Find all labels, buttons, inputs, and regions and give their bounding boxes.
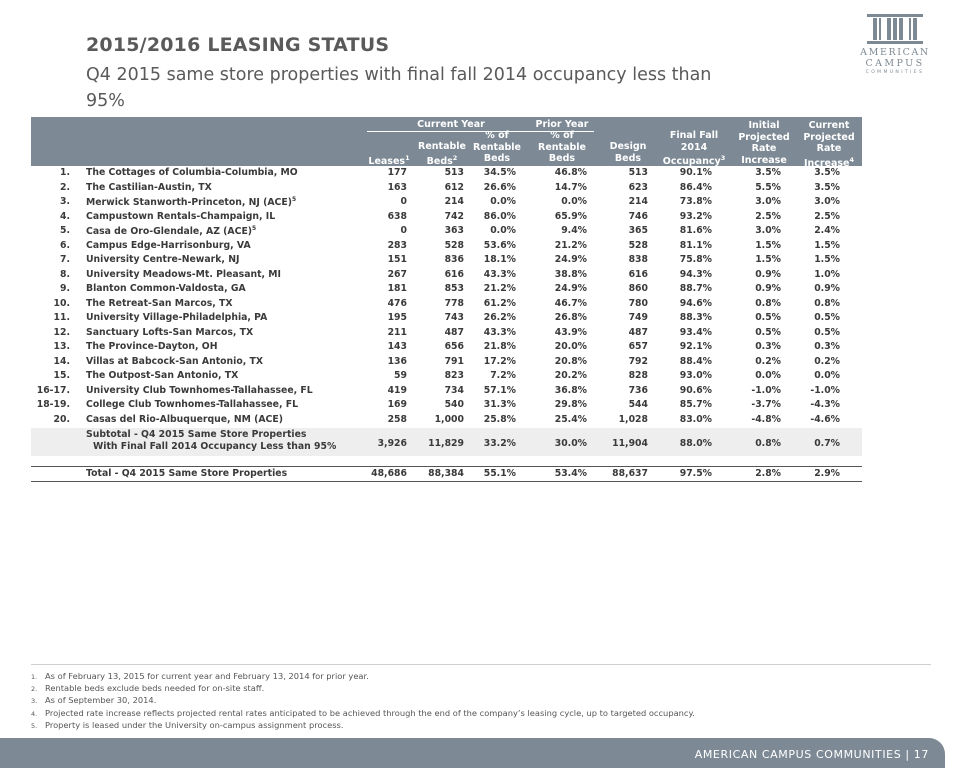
cell-rentable: 778	[444, 297, 464, 309]
cell-design: 860	[628, 283, 648, 294]
property-name: Campustown Rentals-Champaign, IL	[86, 210, 276, 222]
cell-design: 1,028	[618, 413, 648, 425]
row-number: 15.	[53, 370, 70, 381]
cell-occ: 81.6%	[679, 225, 712, 236]
cell-pct: 21.2%	[483, 283, 516, 294]
table-row	[31, 166, 862, 181]
subtotal-initial-rate: 0.8%	[755, 438, 781, 449]
page-subtitle: Q4 2015 same store properties with final fall 2014 occupancy less than 95%	[86, 65, 712, 111]
cell-pct: 53.6%	[483, 239, 516, 251]
logo-text-campus: CAMPUS	[865, 58, 925, 69]
cell-occ: 88.4%	[679, 355, 712, 367]
total-current-rate: 2.9%	[814, 468, 840, 479]
col-current-projected-rate: Current Projected Rate Increase$^4$	[803, 120, 855, 169]
cell-current: 1.0%	[814, 268, 840, 280]
col-rentable-beds: Rentable Beds$^2$	[418, 141, 466, 167]
cell-initial: 0.5%	[755, 326, 781, 338]
cell-rentable: 1,000	[434, 413, 464, 425]
footnote: 1. As of February 13, 2015 for current year and February 13, 2014 for prior year.	[31, 671, 369, 681]
cell-design: 746	[628, 210, 648, 222]
subtotal-leases: 3,926	[377, 438, 407, 449]
cell-current: 2.4%	[814, 225, 840, 236]
property-name: University Club Townhomes-Tallahassee, FL	[86, 384, 313, 396]
table-row	[31, 355, 862, 370]
cell-pct: 86.0%	[483, 210, 516, 222]
cell-current: 0.9%	[814, 283, 840, 294]
total-leases: 48,686	[371, 468, 407, 479]
subtotal-pct-rentable: 33.2%	[483, 438, 516, 449]
table-row	[31, 181, 862, 196]
row-number: 1.	[59, 167, 70, 178]
cell-current: 0.0%	[814, 370, 840, 381]
cell-prior: 46.7%	[554, 297, 587, 309]
cell-current: -4.6%	[810, 413, 840, 425]
cell-leases: 177	[387, 167, 407, 178]
cell-initial: 0.0%	[755, 370, 781, 381]
cell-design: 214	[628, 196, 648, 207]
logo-text-communities: COMMUNITIES	[865, 70, 925, 75]
property-name: Villas at Babcock-San Antonio, TX	[86, 355, 263, 367]
cell-leases: 476	[387, 297, 407, 309]
cell-occ: 90.6%	[679, 384, 712, 396]
cell-design: 528	[628, 239, 648, 251]
row-number: 5.	[59, 225, 70, 236]
property-name: The Province-Dayton, OH	[86, 341, 218, 352]
cell-current: 1.5%	[814, 254, 840, 265]
cell-prior: 21.2%	[554, 239, 587, 251]
cell-initial: 1.5%	[755, 254, 781, 265]
cell-occ: 73.8%	[679, 196, 712, 207]
cell-leases: 195	[387, 312, 407, 323]
cell-rentable: 487	[444, 326, 464, 338]
cell-prior: 46.8%	[554, 167, 587, 178]
cell-pct: 25.8%	[483, 413, 516, 425]
cell-current: 3.5%	[814, 181, 840, 193]
cell-pct: 43.3%	[483, 268, 516, 280]
cell-initial: 0.2%	[755, 355, 781, 367]
cell-leases: 181	[387, 283, 407, 294]
col-design-beds: Design Beds	[609, 141, 647, 164]
group-current-year: Current Year	[367, 119, 535, 132]
cell-rentable: 363	[444, 225, 464, 236]
cell-leases: 283	[387, 239, 407, 251]
leasing-status-table	[31, 117, 862, 482]
total-pct-rentable: 55.1%	[483, 468, 516, 479]
property-name: Casa de Oro-Glendale, AZ (ACE)$^5$	[86, 225, 257, 238]
row-number: 10.	[53, 297, 70, 309]
row-number: 3.	[59, 196, 70, 207]
table-row	[31, 326, 862, 341]
cell-prior: 20.0%	[554, 341, 587, 352]
cell-occ: 88.7%	[679, 283, 712, 294]
cell-prior: 43.9%	[554, 326, 587, 338]
cell-current: 0.2%	[814, 355, 840, 367]
row-number: 11.	[53, 312, 70, 323]
cell-current: 1.5%	[814, 239, 840, 251]
cell-prior: 65.9%	[554, 210, 587, 222]
cell-initial: 0.8%	[755, 297, 781, 309]
cell-current: 2.5%	[814, 210, 840, 222]
cell-rentable: 734	[444, 384, 464, 396]
row-number: 4.	[59, 210, 70, 222]
cell-leases: 267	[387, 268, 407, 280]
cell-leases: 136	[387, 355, 407, 367]
property-name: The Cottages of Columbia-Columbia, MO	[86, 167, 298, 178]
cell-rentable: 214	[444, 196, 464, 207]
table-row	[31, 311, 862, 326]
cell-initial: -1.0%	[751, 384, 781, 396]
row-number: 18-19.	[36, 399, 70, 410]
cell-leases: 169	[387, 399, 407, 410]
cell-design: 792	[628, 355, 648, 367]
cell-occ: 92.1%	[679, 341, 712, 352]
footnotes	[31, 664, 931, 732]
property-name: Campus Edge-Harrisonburg, VA	[86, 239, 251, 251]
cell-initial: 3.5%	[755, 167, 781, 178]
table-row	[31, 210, 862, 225]
cell-pct: 17.2%	[483, 355, 516, 367]
table-row	[31, 297, 862, 312]
cell-leases: 211	[387, 326, 407, 338]
cell-rentable: 853	[444, 283, 464, 294]
property-name: Blanton Common-Valdosta, GA	[86, 283, 246, 294]
cell-leases: 0	[400, 196, 407, 207]
total-initial-rate: 2.8%	[755, 468, 781, 479]
cell-current: -4.3%	[810, 399, 840, 410]
cell-initial: 5.5%	[755, 181, 781, 193]
cell-design: 780	[628, 297, 648, 309]
cell-occ: 94.3%	[679, 268, 712, 280]
property-name: University Village-Philadelphia, PA	[86, 312, 268, 323]
cell-leases: 163	[387, 181, 407, 193]
cell-design: 838	[628, 254, 648, 265]
cell-prior: 26.8%	[554, 312, 587, 323]
group-prior-year: Prior Year	[530, 119, 594, 132]
cell-leases: 419	[387, 384, 407, 396]
cell-prior: 0.0%	[561, 196, 587, 207]
cell-initial: 0.3%	[755, 341, 781, 352]
row-number: 8.	[59, 268, 70, 280]
total-design-beds: 88,637	[612, 468, 648, 479]
cell-occ: 93.2%	[679, 210, 712, 222]
cell-occ: 93.4%	[679, 326, 712, 338]
cell-pct: 18.1%	[483, 254, 516, 265]
row-number: 16-17.	[36, 384, 70, 396]
cell-current: -1.0%	[810, 384, 840, 396]
cell-initial: -3.7%	[751, 399, 781, 410]
total-prior-pct: 53.4%	[554, 468, 587, 479]
cell-prior: 9.4%	[561, 225, 587, 236]
columns-logo-icon	[865, 14, 925, 44]
cell-rentable: 743	[444, 312, 464, 323]
row-number: 14.	[53, 355, 70, 367]
property-name: University Meadows-Mt. Pleasant, MI	[86, 268, 282, 280]
cell-design: 828	[628, 370, 648, 381]
cell-rentable: 836	[444, 254, 464, 265]
subtotal-row	[31, 428, 862, 456]
subtotal-current-rate: 0.7%	[814, 438, 840, 449]
table-row	[31, 224, 862, 239]
cell-design: 623	[628, 181, 648, 193]
cell-rentable: 528	[444, 239, 464, 251]
cell-design: 544	[628, 399, 648, 410]
property-name: University Centre-Newark, NJ	[86, 254, 240, 265]
col-prior-pct-rentable: % of Rentable Beds	[538, 130, 586, 164]
cell-prior: 29.8%	[554, 399, 587, 410]
cell-occ: 88.3%	[679, 312, 712, 323]
col-final-fall-occupancy: Final Fall 2014 Occupancy$^3$	[662, 130, 726, 168]
table-row	[31, 253, 862, 268]
footer-bar	[0, 738, 945, 768]
cell-prior: 24.9%	[554, 254, 587, 265]
cell-leases: 0	[400, 225, 407, 236]
footnote: 4. Projected rate increase reflects projected rental rates anticipated to be achieved through the end of the company’s leasing cycle, up to targeted occupancy.	[31, 707, 695, 718]
cell-rentable: 823	[444, 370, 464, 381]
cell-pct: 43.3%	[483, 326, 516, 338]
table-header	[31, 117, 862, 169]
property-name: The Outpost-San Antonio, TX	[86, 370, 239, 381]
cell-pct: 57.1%	[483, 384, 516, 396]
row-number: 9.	[59, 283, 70, 294]
cell-current: 3.0%	[814, 196, 840, 207]
cell-initial: 0.9%	[755, 283, 781, 294]
cell-occ: 93.0%	[679, 370, 712, 381]
cell-rentable: 513	[444, 167, 464, 178]
cell-rentable: 612	[444, 181, 464, 193]
footnote: 2. Rentable beds exclude beds needed for on-site staff.	[31, 683, 265, 694]
col-pct-rentable: % of Rentable Beds	[473, 130, 521, 164]
cell-occ: 83.0%	[679, 413, 712, 425]
subtotal-design-beds: 11,904	[612, 438, 648, 449]
cell-pct: 34.5%	[483, 167, 516, 178]
cell-prior: 36.8%	[554, 384, 587, 396]
row-number: 6.	[59, 239, 70, 251]
cell-leases: 143	[387, 341, 407, 352]
cell-occ: 85.7%	[679, 399, 712, 410]
page-title: 2015/2016 LEASING STATUS	[86, 34, 390, 56]
row-number: 13.	[53, 341, 70, 352]
table-row	[31, 384, 862, 399]
cell-rentable: 616	[444, 268, 464, 280]
cell-pct: 26.6%	[483, 181, 516, 193]
cell-prior: 24.9%	[554, 283, 587, 294]
row-number: 20.	[53, 413, 70, 425]
cell-initial: -4.8%	[751, 413, 781, 425]
cell-occ: 75.8%	[679, 254, 712, 265]
cell-prior: 14.7%	[554, 181, 587, 193]
cell-initial: 1.5%	[755, 239, 781, 251]
cell-current: 3.5%	[814, 167, 840, 178]
row-number: 12.	[53, 326, 70, 338]
table-row	[31, 369, 862, 384]
subtotal-final-occupancy: 88.0%	[679, 438, 712, 449]
total-label: Total - Q4 2015 Same Store Properties	[86, 468, 288, 479]
cell-occ: 90.1%	[679, 167, 712, 178]
subtotal-prior-pct: 30.0%	[554, 438, 587, 449]
cell-pct: 0.0%	[490, 225, 516, 236]
table-row	[31, 195, 862, 210]
cell-prior: 20.8%	[554, 355, 587, 367]
cell-rentable: 540	[444, 399, 464, 410]
cell-initial: 0.9%	[755, 268, 781, 280]
cell-leases: 638	[387, 210, 407, 222]
property-name: Sanctuary Lofts-San Marcos, TX	[86, 326, 254, 338]
cell-pct: 31.3%	[483, 399, 516, 410]
footnote: 5. Property is leased under the University on-campus assignment process.	[31, 719, 344, 730]
property-name: The Retreat-San Marcos, TX	[86, 297, 233, 309]
cell-pct: 61.2%	[483, 297, 516, 309]
cell-prior: 20.2%	[554, 370, 587, 381]
table-row	[31, 398, 862, 413]
total-rentable-beds: 88,384	[428, 468, 464, 479]
cell-design: 616	[628, 268, 648, 280]
property-name: The Castilian-Austin, TX	[86, 181, 212, 193]
cell-pct: 7.2%	[490, 370, 516, 381]
cell-design: 749	[628, 312, 648, 323]
subtotal-label-line2: With Final Fall 2014 Occupancy Less than 95%	[93, 441, 337, 452]
cell-initial: 0.5%	[755, 312, 781, 323]
table-row	[31, 413, 862, 428]
cell-leases: 59	[394, 370, 407, 381]
cell-rentable: 742	[444, 210, 464, 222]
cell-leases: 151	[387, 254, 407, 265]
company-logo	[858, 14, 932, 75]
cell-design: 365	[628, 225, 648, 236]
cell-pct: 21.8%	[483, 341, 516, 352]
cell-occ: 86.4%	[679, 181, 712, 193]
row-number: 7.	[59, 254, 70, 265]
cell-initial: 3.0%	[755, 196, 781, 207]
cell-rentable: 791	[444, 355, 464, 367]
cell-pct: 0.0%	[490, 196, 516, 207]
total-final-occupancy: 97.5%	[679, 468, 712, 479]
cell-prior: 25.4%	[554, 413, 587, 425]
cell-initial: 3.0%	[755, 225, 781, 236]
col-initial-projected-rate: Initial Projected Rate Increase	[738, 120, 790, 166]
property-name: College Club Townhomes-Tallahassee, FL	[86, 399, 299, 410]
cell-prior: 38.8%	[554, 268, 587, 280]
cell-current: 0.3%	[814, 341, 840, 352]
subtotal-rentable-beds: 11,829	[428, 438, 464, 449]
cell-design: 736	[628, 384, 648, 396]
cell-design: 487	[628, 326, 648, 338]
cell-rentable: 656	[444, 341, 464, 352]
subtotal-label-line1: Subtotal - Q4 2015 Same Store Properties	[86, 429, 307, 440]
property-name: Merwick Stanworth-Princeton, NJ (ACE)$^5$	[86, 196, 297, 209]
table-row	[31, 282, 862, 297]
table-row	[31, 239, 862, 254]
cell-current: 0.5%	[814, 312, 840, 323]
cell-current: 0.5%	[814, 326, 840, 338]
cell-pct: 26.2%	[483, 312, 516, 323]
cell-initial: 2.5%	[755, 210, 781, 222]
property-name: Casas del Rio-Albuquerque, NM (ACE)	[86, 413, 283, 425]
cell-occ: 94.6%	[679, 297, 712, 309]
cell-design: 513	[628, 167, 648, 178]
cell-occ: 81.1%	[679, 239, 712, 251]
cell-design: 657	[628, 341, 648, 352]
cell-leases: 258	[387, 413, 407, 425]
table-row	[31, 268, 862, 283]
table-row	[31, 340, 862, 355]
footer-text: AMERICAN CAMPUS COMMUNITIES | 17	[694, 748, 929, 761]
total-row	[31, 466, 862, 482]
table-body	[31, 166, 862, 427]
row-number: 2.	[59, 181, 70, 193]
col-leases: Leases$^1$	[368, 154, 410, 168]
cell-current: 0.8%	[814, 297, 840, 309]
logo-text-american: AMERICAN	[860, 47, 930, 58]
footnote: 3. As of September 30, 2014.	[31, 695, 157, 706]
